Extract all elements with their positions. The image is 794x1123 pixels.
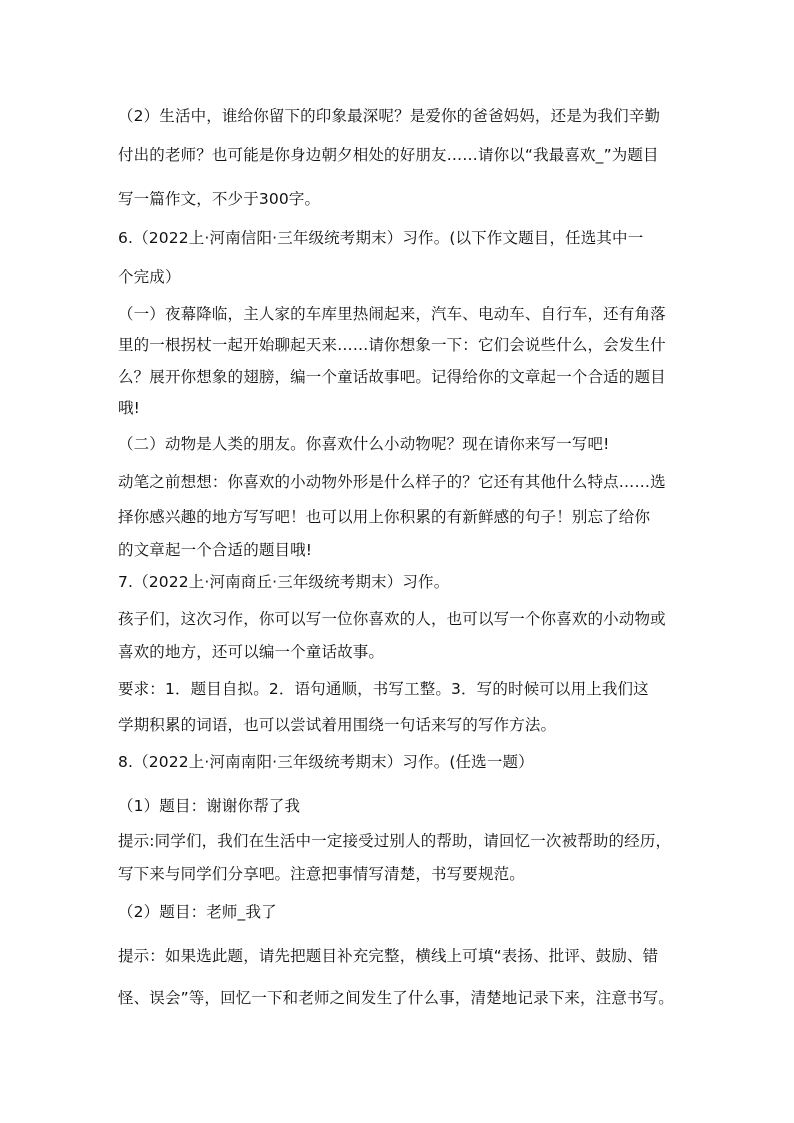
text-line-23: （2）题目：老师_我了 <box>118 903 277 921</box>
text-line-17: 要求：1．题目自拟。2．语句通顺，书写工整。3．写的时候可以用上我们这 <box>118 680 649 698</box>
text-line-5: 个完成） <box>118 268 181 286</box>
text-line-7: 里的一根拐杖一起开始聊起天来……请你想象一下：它们会说些什么，会发生什 <box>118 336 666 354</box>
text-line-8: 么？展开你想象的翅膀，编一个童话故事吧。记得给你的文章起一个合适的题目 <box>118 368 666 386</box>
text-line-1: （2）生活中，谁给你留下的印象最深呢？是爱你的爸爸妈妈，还是为我们辛勤 <box>118 107 661 125</box>
text-line-10: （二）动物是人类的朋友。你喜欢什么小动物呢？现在请你来写一写吧! <box>118 435 610 453</box>
text-line-18: 学期积累的词语，也可以尝试着用围绕一句话来写的写作方法。 <box>118 716 557 734</box>
text-line-21: 提示:同学们，我们在生活中一定接受过别人的帮助，请回忆一次被帮助的经历， <box>118 832 672 850</box>
text-line-22: 写下来与同学们分享吧。注意把事情写清楚，书写要规范。 <box>118 865 525 883</box>
text-line-24: 提示：如果选此题，请先把题目补充完整，横线上可填“表扬、批评、鼓励、错 <box>118 947 659 965</box>
text-line-9: 哦! <box>118 399 141 417</box>
text-line-15: 孩子们，这次习作，你可以写一位你喜欢的人，也可以写一个你喜欢的小动物或 <box>118 610 666 628</box>
text-line-3: 写一篇作文，不少于300字。 <box>118 190 321 208</box>
text-line-16: 喜欢的地方，还可以编一个童话故事。 <box>118 643 385 661</box>
text-line-20: （1）题目：谢谢你帮了我 <box>118 797 301 815</box>
text-line-25: 怪、误会”等，回忆一下和老师之间发生了什么事，清楚地记录下来，注意书写。 <box>118 989 674 1007</box>
text-line-11: 动笔之前想想：你喜欢的小动物外形是什么样子的？它还有其他什么特点……选 <box>118 473 666 491</box>
text-line-2: 付出的老师？也可能是你身边朝夕相处的好朋友……请你以“我最喜欢_”为题目 <box>118 146 659 164</box>
text-line-12: 择你感兴趣的地方写写吧！也可以用上你积累的有新鲜感的句子！别忘了给你 <box>118 508 651 526</box>
text-line-13: 的文章起一个合适的题目哦! <box>118 541 313 559</box>
question-8-header: 8.（2022上·河南南阳·三年级统考期末）习作。(任选一题） <box>118 753 534 771</box>
question-6-header: 6.（2022上·河南信阳·三年级统考期末）习作。(以下作文题目，任选其中一 <box>118 229 644 247</box>
text-line-6: （一）夜幕降临，主人家的车库里热闹起来，汽车、电动车、自行车，还有角落 <box>118 305 666 323</box>
question-7-header: 7.（2022上·河南商丘·三年级统考期末）习作。 <box>118 573 450 591</box>
